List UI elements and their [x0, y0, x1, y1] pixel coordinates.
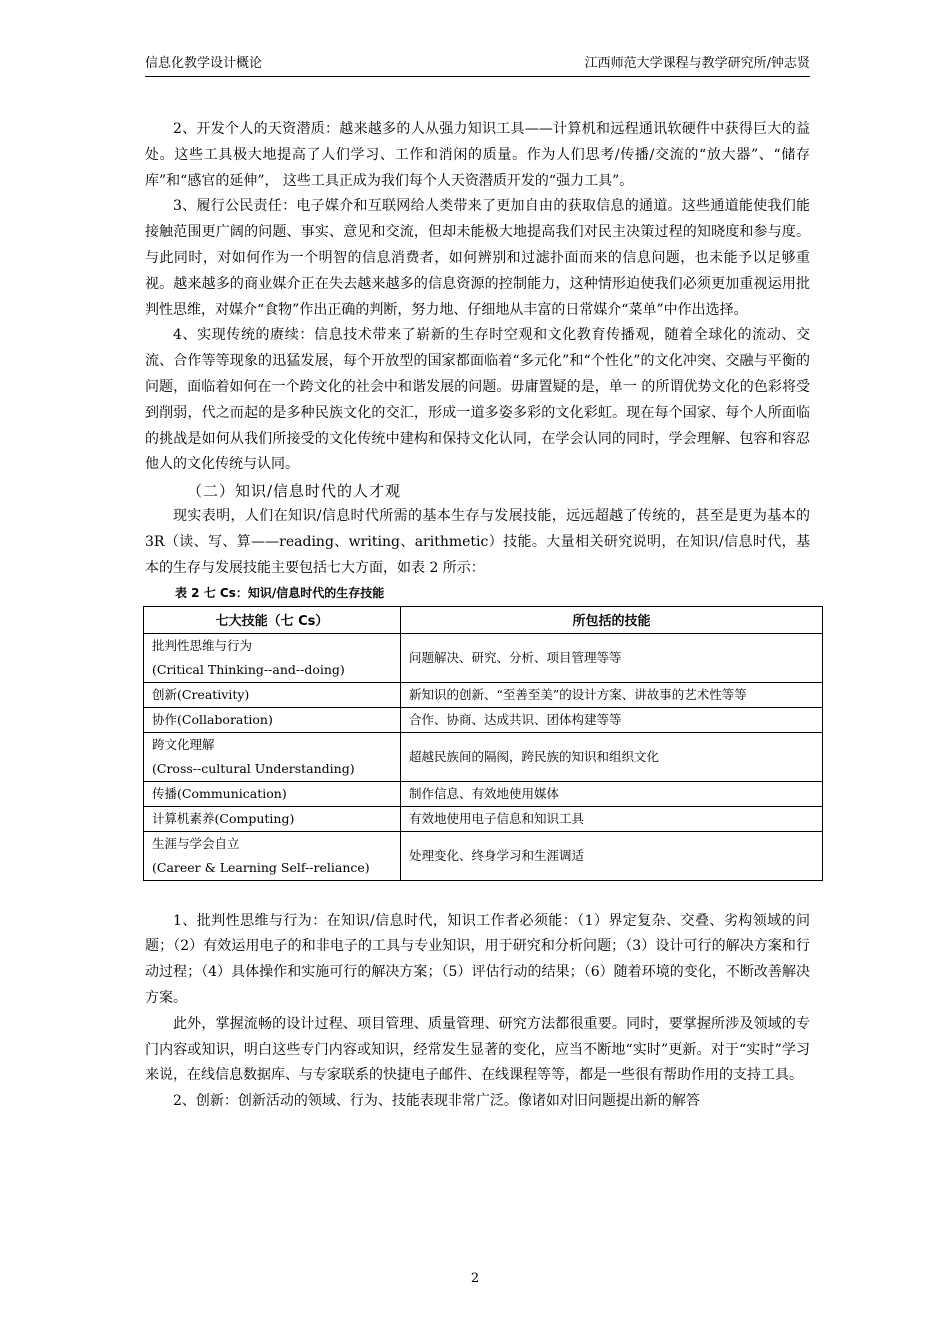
includes-cell: 制作信息、有效地使用媒体	[401, 781, 823, 806]
table-caption: 表 2 七 Cs：知识/信息时代的生存技能	[175, 585, 385, 600]
skill-cell	[144, 732, 401, 781]
spacer	[145, 881, 810, 909]
skill-cell	[144, 831, 401, 880]
table-row	[144, 831, 823, 880]
paragraph: 2、开发个人的天资潜质：越来越多的人从强力知识工具——计算机和远程通讯软硬件中获得巨大的益处。这些工具极大地提高了人们学习、工作和消闲的质量。作为人们思考/传播/交流的“放大器”、“储存库”和“感官的延伸”， 这些工具正成为我们每个人天资潜质开发的“强力工具”。	[145, 121, 810, 189]
column-header: 所包括的技能	[401, 606, 823, 633]
skill-cell	[144, 633, 401, 682]
skill-name: 生涯与学会自立	[152, 835, 240, 851]
column-header: 七大技能（七 Cs）	[144, 606, 401, 633]
table-row	[144, 732, 823, 781]
page-number: 2	[470, 1271, 480, 1286]
skill-name: 批判性思维与行为	[152, 637, 253, 653]
skill-name-en: (Career & Learning Self--reliance)	[152, 859, 370, 875]
table-row	[144, 806, 823, 831]
skill-cell: 计算机素养(Computing)	[144, 806, 401, 831]
table-row	[144, 781, 823, 806]
includes-cell: 新知识的创新、“至善至美”的设计方案、讲故事的艺术性等等	[401, 682, 823, 707]
table-row	[144, 707, 823, 732]
table-row	[144, 682, 823, 707]
skills-table	[143, 606, 823, 881]
paragraph: 3、履行公民责任：电子媒介和互联网给人类带来了更加自由的获取信息的通道。这些通道能使我们能接触范围更广阔的问题、事实、意见和交流，但却未能极大地提高我们对民主决策过程的知晓度和参与度。与此同时，对如何作为一个明智的信息消费者，如何辨别和过滤扑面而来的信息问题，也未能予以足够重视。越来越多的商业媒介正在失去越来越多的信息资源的控制能力，这种情形迫使我们必须更加重视运用批判性思维，对媒介“食物”作出正确的判断，努力地、仔细地从丰富的日常媒介“菜单”中作出选择。	[145, 198, 810, 318]
skill-cell: 协作(Collaboration)	[144, 707, 401, 732]
includes-cell: 有效地使用电子信息和知识工具	[401, 806, 823, 831]
header-title: 信息化教学设计概论	[145, 56, 263, 71]
includes-cell: 问题解决、研究、分析、项目管理等等	[401, 633, 823, 682]
page-body	[145, 117, 810, 1115]
skill-cell: 传播(Communication)	[144, 781, 401, 806]
skill-name: 跨文化理解	[152, 736, 215, 752]
includes-cell: 合作、协商、达成共识、团体构建等等	[401, 707, 823, 732]
paragraph: 1、批判性思维与行为：在知识/信息时代，知识工作者必须能：（1）界定复杂、交叠、劣构领域的问题；（2）有效运用电子的和非电子的工具与专业知识，用于研究和分析问题；（3）设计可行的解决方案和行动过程；（4）具体操作和实施可行的解决方案；（5）评估行动的结果；（6）随着环境的变化，不断改善解决方案。	[145, 912, 810, 1006]
paragraph: 现实表明，人们在知识/信息时代所需的基本生存与发展技能，远远超越了传统的，甚至是更为基本的 3R（读、写、算——reading、writing、arithmetic）技能。大量相关研究说明，在知识/信息时代，基本的生存与发展技能主要包括七大方面，如表 2 所示：	[145, 508, 810, 576]
skill-cell: 创新(Creativity)	[144, 682, 401, 707]
paragraph: 2、创新：创新活动的领域、行为、技能表现非常广泛。像诸如对旧问题提出新的解答	[173, 1093, 700, 1110]
table-header-row	[144, 606, 823, 633]
paragraph: 此外，掌握流畅的设计过程、项目管理、质量管理、研究方法都很重要。同时，要掌握所涉及领域的专门内容或知识，明白这些专门内容或知识，经常发生显著的变化，应当不断地“实时”更新。对于“实时”学习来说，在线信息数据库、与专家联系的快捷电子邮件、在线课程等等，都是一些很有帮助作用的支持工具。	[145, 1015, 810, 1084]
page-header	[145, 54, 810, 77]
paragraph: 4、实现传统的赓续：信息技术带来了崭新的生存时空观和文化教育传播观，随着全球化的流动、交流、合作等等现象的迅猛发展，每个开放型的国家都面临着“多元化”和“个性化”的文化冲突、交融与平衡的问题，面临着如何在一个跨文化的社会中和谐发展的问题。毋庸置疑的是，单一 的所谓优势文化的色彩将受到削弱，代之而起的是多种民族文化的交汇，形成一道多姿多彩的文化彩虹。现在每个国家、每个人所面临的挑战是如何从我们所接受的文化传统中建构和保持文化认同，在学会认同的同时，学会理解、包容和容忍他人的文化传统与认同。	[145, 327, 810, 473]
skill-name-en: (Critical Thinking--and--doing)	[152, 661, 345, 677]
skill-name-en: (Cross--cultural Understanding)	[152, 760, 355, 776]
table-row	[144, 633, 823, 682]
includes-cell: 处理变化、终身学习和生涯调适	[401, 831, 823, 880]
header-author: 江西师范大学课程与教学研究所/钟志贤	[584, 56, 810, 71]
section-heading: （二）知识/信息时代的人才观	[187, 482, 402, 501]
includes-cell: 超越民族间的隔阂，跨民族的知识和组织文化	[401, 732, 823, 781]
